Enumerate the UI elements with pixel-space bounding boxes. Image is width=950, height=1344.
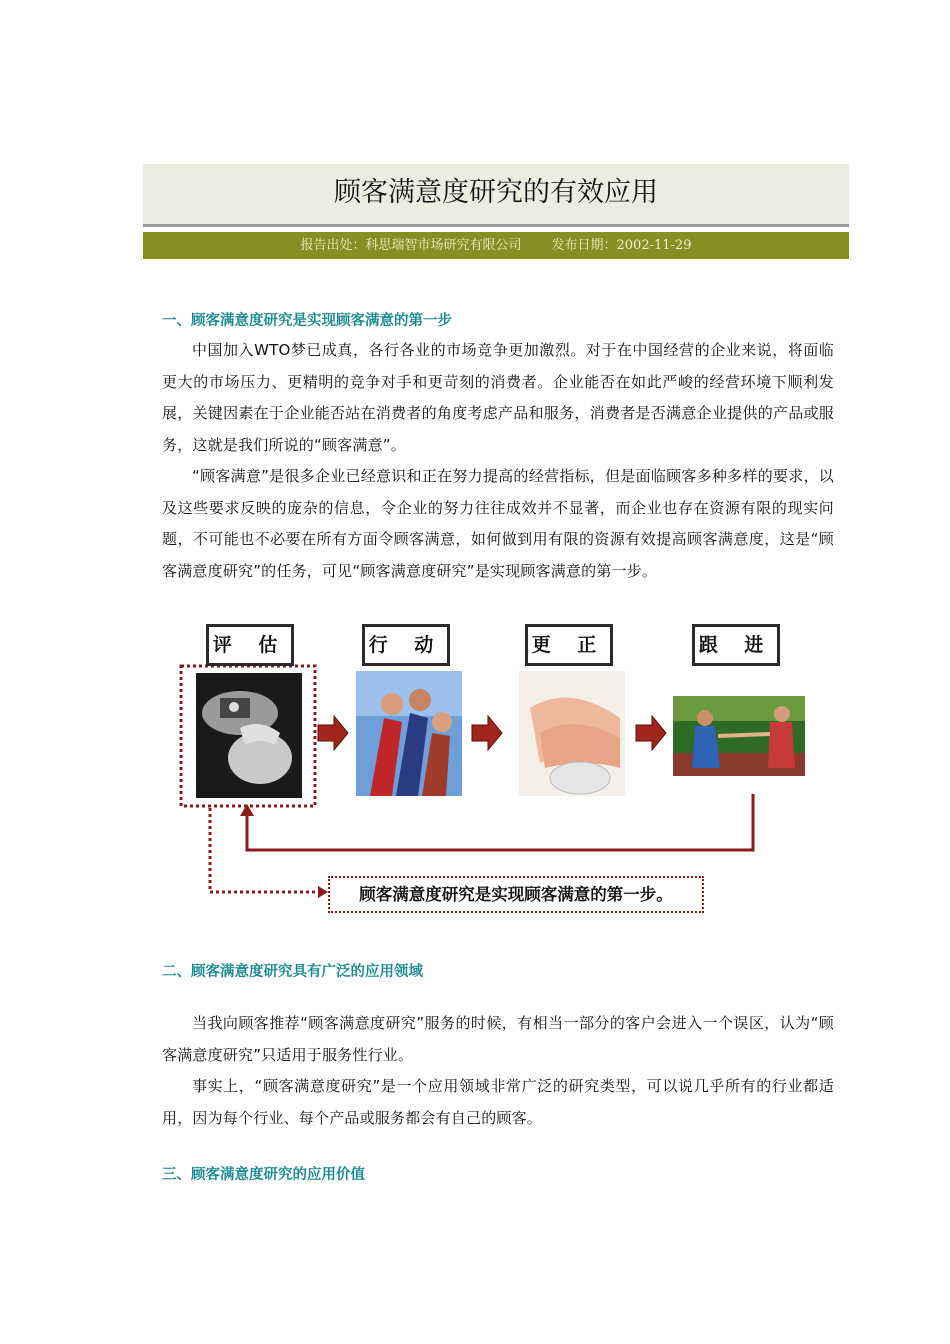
paragraph: 事实上，“顾客满意度研究”是一个应用领域非常广泛的研究类型，可以说几乎所有的行业都适用，因为每个行业、每个产品或服务都会有自己的顾客。 bbox=[162, 1077, 834, 1127]
arrow-1 bbox=[318, 716, 348, 750]
publish-date: 发布日期：2002-11-29 bbox=[551, 238, 692, 253]
photo-action bbox=[356, 671, 462, 796]
stage-label-action: 行 动 bbox=[362, 624, 450, 666]
page-title: 顾客满意度研究的有效应用 bbox=[334, 177, 658, 208]
diagram-caption: 顾客满意度研究是实现顾客满意的第一步。 bbox=[328, 876, 704, 913]
stage-label-evaluate: 评 估 bbox=[206, 624, 294, 666]
arrow-3 bbox=[636, 716, 666, 750]
photo-follow-up bbox=[673, 696, 805, 776]
report-source: 报告出处：科思瑞智市场研究有限公司 bbox=[300, 238, 522, 253]
process-diagram bbox=[170, 618, 820, 923]
section-heading-2: 二、顾客满意度研究具有广泛的应用领域 bbox=[162, 964, 423, 980]
paragraph: “顾客满意”是很多企业已经意识和正在努力提高的经营指标，但是面临顾客多种多样的要求，以及这些要求反映的庞杂的信息，令企业的努力往往成效并不显著，而企业也存在资源有限的现实问题，不可能也不必要在所有方面令顾客满意，如何做到用有限的资源有效提高顾客满意度，这是“顾客满意度研究”的任务，可见“顾客满意度研究”是实现顾客满意的第一步。 bbox=[162, 467, 834, 580]
return-loop-line bbox=[247, 794, 753, 850]
title-banner bbox=[143, 164, 849, 227]
meta-bar bbox=[143, 232, 849, 259]
stage-label-correct: 更 正 bbox=[525, 624, 613, 666]
photo-evaluate bbox=[196, 673, 302, 798]
section-heading-3: 三、顾客满意度研究的应用价值 bbox=[162, 1167, 365, 1183]
caption-link-arrowhead bbox=[318, 886, 328, 898]
paragraph: 中国加入WTO梦已成真，各行各业的市场竞争更加激烈。对于在中国经营的企业来说，将面临更大的市场压力、更精明的竞争对手和更苛刻的消费者。企业能否在如此严峻的经营环境下顺利发展，关键因素在于企业能否站在消费者的角度考虑产品和服务，消费者是否满意企业提供的产品或服务，这就是我们所说的“顾客满意”。 bbox=[162, 341, 834, 454]
arrow-2 bbox=[472, 716, 502, 750]
photo-correct bbox=[519, 671, 625, 796]
stage-label-follow-up: 跟 进 bbox=[692, 624, 780, 666]
section-heading-1: 一、顾客满意度研究是实现顾客满意的第一步 bbox=[162, 313, 452, 329]
paragraph: 当我向顾客推荐“顾客满意度研究”服务的时候，有相当一部分的客户会进入一个误区，认为“顾客满意度研究”只适用于服务性行业。 bbox=[162, 1014, 834, 1064]
